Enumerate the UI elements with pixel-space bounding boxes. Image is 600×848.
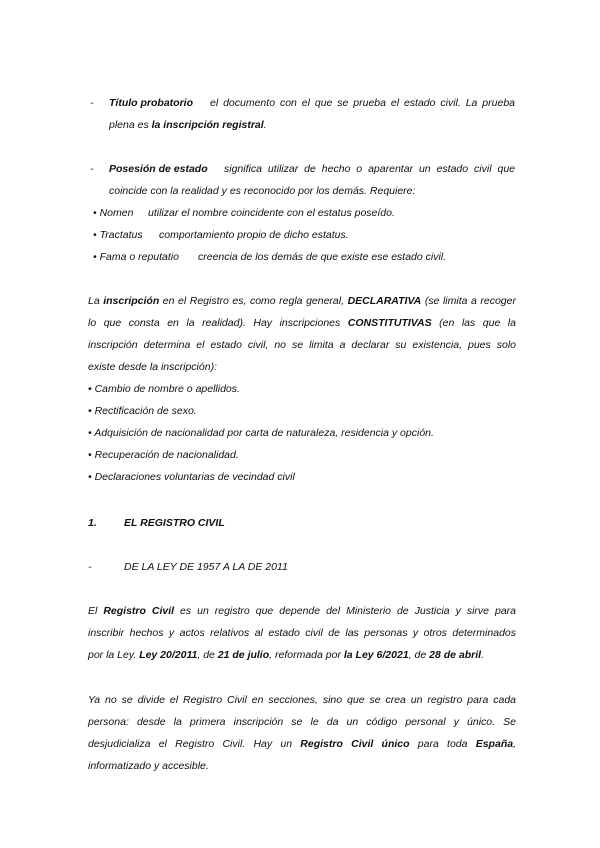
bullet-label: • Nomen: [93, 207, 134, 219]
list-item: • Cambio de nombre o apellidos.: [88, 383, 240, 395]
definition-line: plena es la inscripción registral.: [109, 119, 267, 131]
section-title: EL REGISTRO CIVIL: [124, 517, 225, 529]
paragraph-line: persona: desde la primera inscripción se le da un código personal y único. Se: [88, 716, 516, 728]
bullet-text: utilizar el nombre coincidente con el estatus poseído.: [148, 207, 395, 219]
paragraph-line: Ya no se divide el Registro Civil en secciones, sino que se crea un registro para cada: [88, 694, 516, 706]
paragraph-line: lo que consta en la realidad). Hay inscripciones CONSTITUTIVAS (en las que la: [88, 317, 516, 329]
section-number: 1.: [88, 517, 97, 529]
list-dash: -: [88, 561, 92, 573]
term-titulo-probatorio: Título probatorio: [109, 97, 193, 109]
paragraph-line: desjudicializa el Registro Civil. Hay un Registro Civil único para toda España,: [88, 738, 516, 750]
definition-line: coincide con la realidad y es reconocido por los demás. Requiere:: [109, 185, 416, 197]
bullet-text: comportamiento propio de dicho estatus.: [159, 229, 349, 241]
list-item: • Recuperación de nacionalidad.: [88, 449, 239, 461]
list-dash: -: [90, 163, 94, 175]
paragraph-line: La inscripción en el Registro es, como regla general, DECLARATIVA (se limita a recoger: [88, 295, 516, 307]
paragraph-line: inscribir hechos y actos relativos al estado civil de las personas y otros determinados: [88, 627, 516, 639]
definition-line: el documento con el que se prueba el estado civil. La prueba: [210, 97, 515, 109]
section-subtitle: DE LA LEY DE 1957 A LA DE 2011: [124, 561, 288, 573]
list-item: • Adquisición de nacionalidad por carta de naturaleza, residencia y opción.: [88, 427, 434, 439]
bullet-label: • Tractatus: [93, 229, 143, 241]
bullet-text: creencia de los demás de que existe ese estado civil.: [198, 251, 447, 263]
paragraph-line: existe desde la inscripción):: [88, 361, 217, 373]
paragraph-line: informatizado y accesible.: [88, 760, 209, 772]
bullet-label: • Fama o reputatio: [93, 251, 179, 263]
term-posesion-de-estado: Posesión de estado: [109, 163, 208, 175]
paragraph-line: El Registro Civil es un registro que depende del Ministerio de Justicia y sirve para: [88, 605, 516, 617]
paragraph-line: inscripción determina el estado civil, no se limita a declarar su existencia, pues solo: [88, 339, 516, 351]
paragraph-line: por la Ley. Ley 20/2011, de 21 de julio, reformada por la Ley 6/2021, de 28 de abril.: [88, 649, 484, 661]
list-item: • Declaraciones voluntarias de vecindad civil: [88, 471, 295, 483]
definition-line: significa utilizar de hecho o aparentar un estado civil que: [224, 163, 515, 175]
list-dash: -: [90, 97, 94, 109]
list-item: • Rectificación de sexo.: [88, 405, 197, 417]
